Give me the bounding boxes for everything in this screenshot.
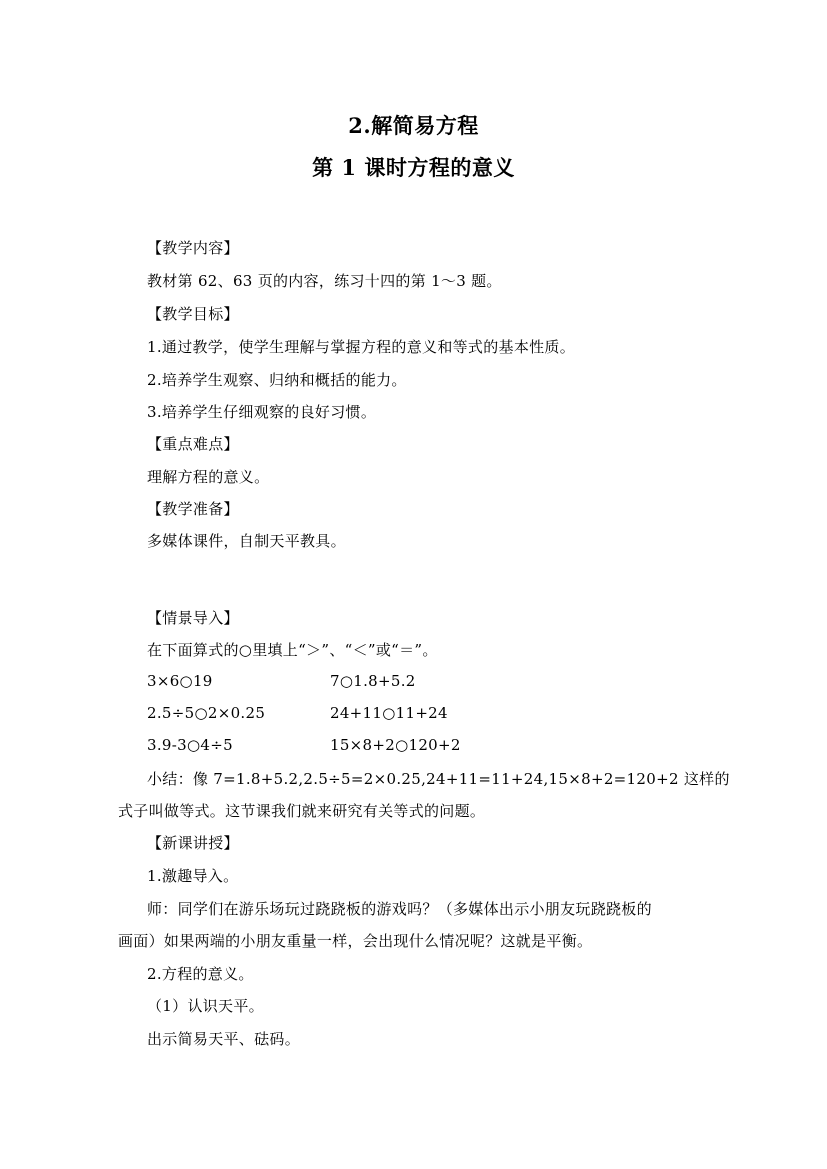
key-points-text: 理解方程的意义。 — [147, 468, 270, 486]
exercise-right-1: 7○1.8+5.2 — [330, 672, 416, 690]
heading-goals: 【教学目标】 — [147, 305, 239, 323]
exercise-left-2: 2.5÷5○2×0.25 — [147, 704, 266, 722]
heading-new-lesson: 【新课讲授】 — [147, 834, 239, 852]
heading-intro: 【情景导入】 — [147, 609, 239, 627]
step-2-sub: （1）认识天平。 — [147, 997, 264, 1015]
exercise-right-2: 24+11○11+24 — [330, 704, 448, 722]
teacher-line-1: 师：同学们在游乐场玩过跷跷板的游戏吗？（多媒体出示小朋友玩跷跷板的 — [147, 900, 652, 918]
goal-3: 3.培养学生仔细观察的良好习惯。 — [147, 403, 377, 421]
lesson-subtitle: 第 1 课时方程的意义 — [312, 155, 515, 180]
exercise-left-1: 3×6○19 — [147, 672, 213, 690]
step-2-text: 出示简易天平、砝码。 — [147, 1030, 301, 1048]
goal-2: 2.培养学生观察、归纳和概括的能力。 — [147, 371, 407, 389]
step-1: 1.激趣导入。 — [147, 867, 239, 885]
teacher-line-2: 画面）如果两端的小朋友重量一样，会出现什么情况呢？这就是平衡。 — [118, 932, 593, 950]
exercise-left-3: 3.9-3○4÷5 — [147, 736, 233, 754]
intro-text: 在下面算式的○里填上“＞”、“＜”或“＝”。 — [147, 641, 438, 659]
step-2: 2.方程的意义。 — [147, 965, 254, 983]
content-text: 教材第 62、63 页的内容，练习十四的第 1～3 题。 — [147, 272, 502, 290]
heading-preparation: 【教学准备】 — [147, 500, 239, 518]
summary-line-2: 式子叫做等式。这节课我们就来研究有关等式的问题。 — [118, 802, 486, 820]
page-title: 2.解简易方程 — [348, 113, 479, 138]
exercise-right-3: 15×8+2○120+2 — [330, 736, 461, 754]
preparation-text: 多媒体课件，自制天平教具。 — [147, 532, 346, 550]
heading-key-points: 【重点难点】 — [147, 435, 239, 453]
heading-content: 【教学内容】 — [147, 239, 239, 257]
summary-line-1: 小结：像 7=1.8+5.2,2.5÷5=2×0.25,24+11=11+24,15×8+2=120+2 这样的 — [147, 770, 730, 788]
goal-1: 1.通过教学，使学生理解与掌握方程的意义和等式的基本性质。 — [147, 338, 576, 356]
